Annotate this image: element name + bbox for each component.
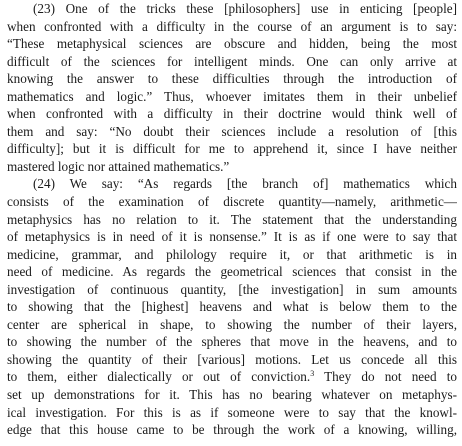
text-line: when confronted with a difficulty in their doctrine would think well of — [7, 106, 457, 122]
text-line: difficulty]; but it is difficult for me to apprehend it, since I have neither — [7, 141, 457, 157]
text-line: medicine, grammar, and philology require it, or that arithmetic is in — [7, 246, 457, 262]
text-line: center are spherical in shape, to showing the number of their layers, — [7, 316, 457, 332]
text-line: edge that this house came to be through the work of a knowing, willing, — [7, 422, 457, 438]
footnote-marker: 3 — [310, 369, 315, 379]
text-line: (23) One of the tricks these [philosophers] use in enticing [people] — [33, 1, 457, 16]
text-line: them and say: “No doubt their sciences include a resolution of [this — [7, 123, 457, 139]
text-segment: They do not need to — [314, 369, 457, 385]
text-line: when confronted with a difficulty in the course of an argument is to say: — [7, 18, 457, 34]
text-line: to showing that the [highest] heavens and what is below them to the — [7, 299, 457, 315]
text-line: need of medicine. As regards the geometrical sciences that consist in the — [7, 264, 457, 280]
document-page — [7, 0, 457, 439]
text-line: consists of the examination of discrete quantity—namely, arithmetic— — [7, 194, 457, 210]
text-line: “These metaphysical sciences are obscure and hidden, being the most — [7, 36, 457, 52]
paragraph-24 — [7, 175, 457, 438]
text-line: of metaphysics is in need of it is nonsense.” It is as if one were to say that — [7, 229, 457, 245]
text-segment: to them, either dialectically or out of conviction. — [7, 369, 311, 385]
text-line: mathematics and logic.” Thus, whoever imitates them in their unbelief — [7, 88, 457, 104]
paragraph-23 — [7, 0, 457, 175]
text-line: knowing the answer to these difficulties through the introduction of — [7, 71, 457, 87]
text-line: difficult of the sciences for intelligent minds. One can only arrive at — [7, 53, 457, 69]
text-line: set up demonstrations for it. This has no bearing whatever on metaphys- — [7, 387, 457, 403]
text-line: metaphysics has no relation to it. The statement that the understanding — [7, 211, 457, 227]
text-line: mastered logic nor attained mathematics.” — [7, 158, 230, 174]
text-line: to showing the number of the spheres that move in the heavens, and to — [7, 334, 457, 350]
text-line: ical investigation. For this is as if someone were to say that the knowl- — [7, 404, 457, 420]
text-line: (24) We say: “As regards [the branch of] mathematics which — [33, 176, 457, 192]
text-line: showing the quantity of their [various] motions. Let us concede all this — [7, 351, 457, 367]
text-line-with-footnote — [7, 368, 457, 386]
text-line: investigation of continuous quantity, [the investigation] in sum amounts — [7, 281, 457, 297]
